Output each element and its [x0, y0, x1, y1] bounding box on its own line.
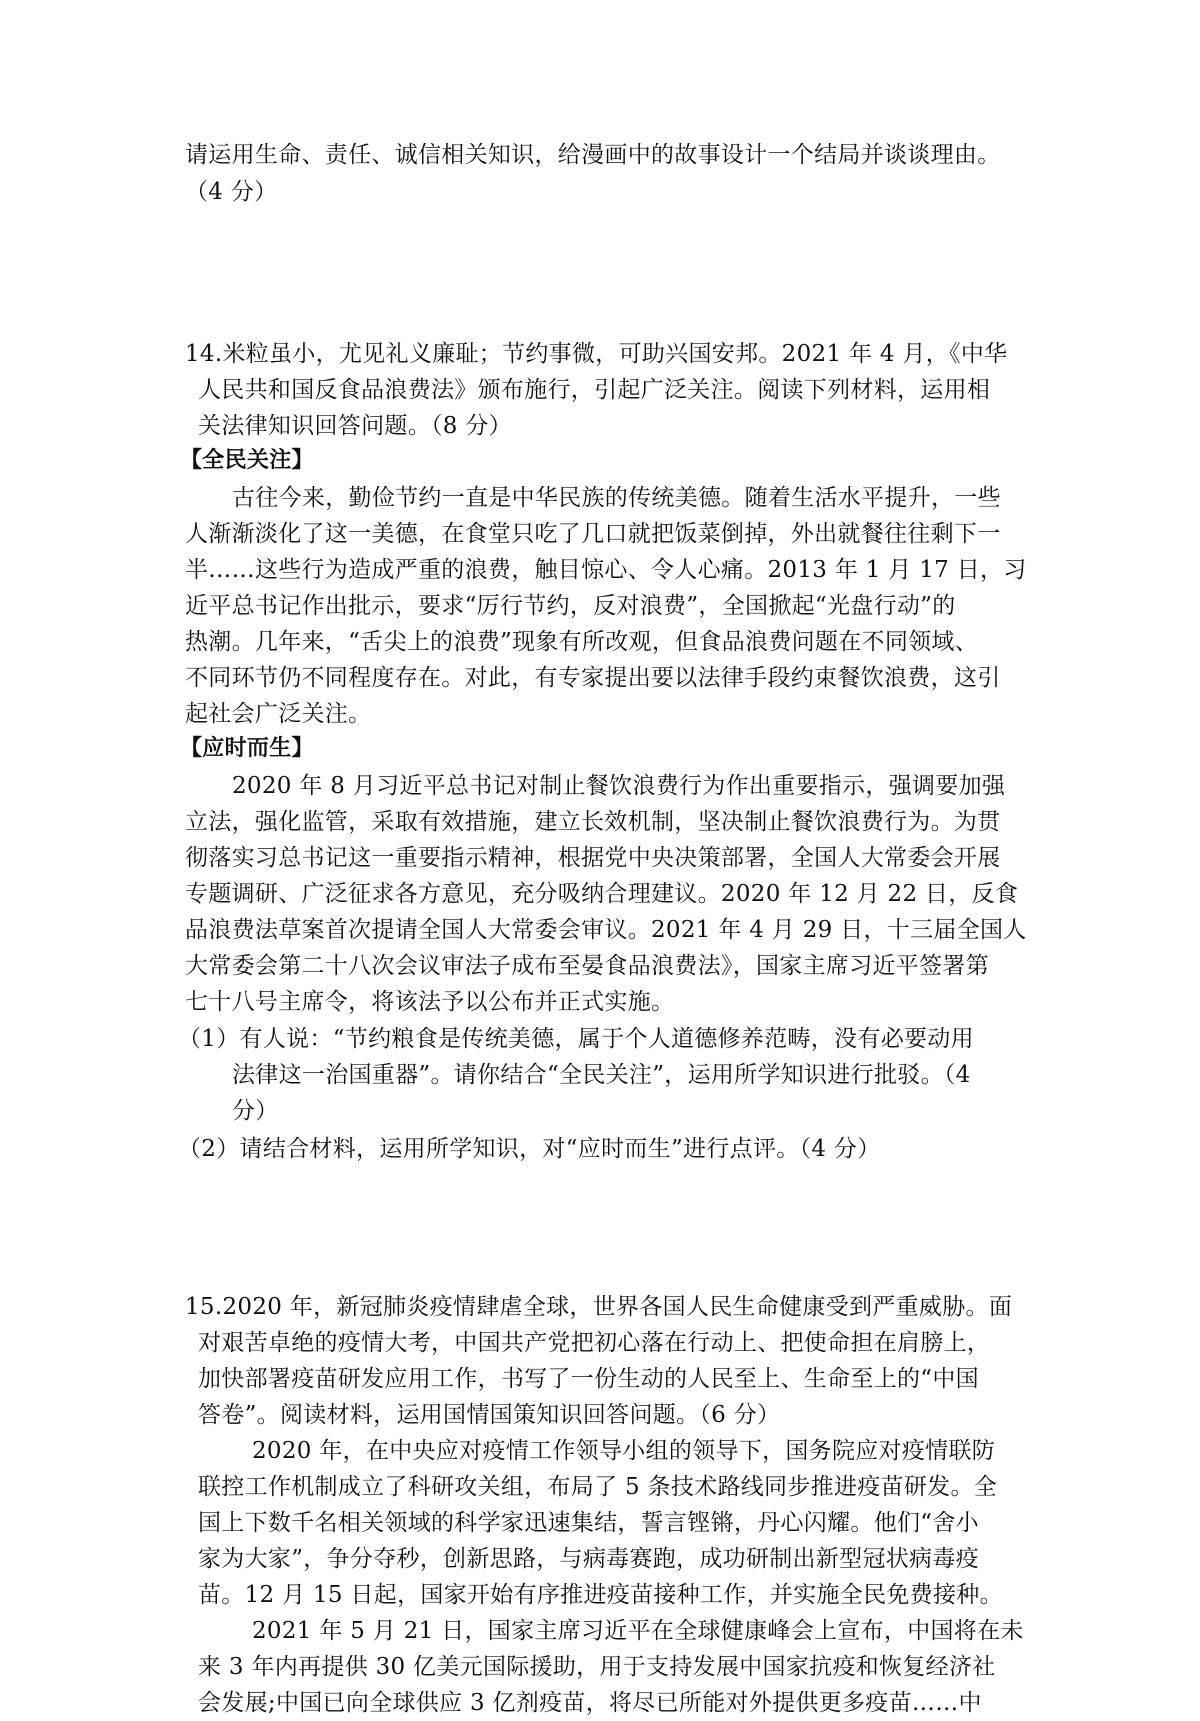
q15-para1-line: 联控工作机制成立了科研攻关组，布局了 5 条技术路线同步推进疫苗研发。全: [198, 1474, 998, 1500]
section2-line: 品浪费法草案首次提请全国人大常委会审议。2021 年 4 月 29 日，十三届全国人: [185, 917, 1027, 943]
q15-para2-line: 来 3 年内再提供 30 亿美元国际援助，用于支持发展中国家抗疫和恢复经济社: [198, 1654, 996, 1680]
q15-para1-line: 国上下数千名相关领域的科学家迅速集结，誓言铿锵，丹心闪耀。他们“舍小: [198, 1510, 979, 1536]
q15-para1-line: 2020 年，在中央应对疫情工作领导小组的领导下，国务院应对疫情联防: [252, 1438, 996, 1464]
section-title-quanmin: 【全民关注】: [180, 448, 314, 473]
section2-line: 立法，强化监管，采取有效措施，建立长效机制，坚决制止餐饮浪费行为。为贯: [185, 809, 1001, 835]
section1-line: 热潮。几年来，“舌尖上的浪费”现象有所改观，但食品浪费问题在不同领域、: [185, 629, 979, 655]
q14-stem-line: 14.米粒虽小，尤见礼义廉耻；节约事微，可助兴国安邦。2021 年 4 月，《中华: [185, 341, 1008, 367]
section1-line: 起社会广泛关注。: [185, 701, 372, 727]
q15-stem-line: 15.2020 年，新冠肺炎疫情肆虐全球，世界各国人民生命健康受到严重威胁。面: [185, 1294, 1013, 1320]
q14-sub2-line: （2）请结合材料，运用所学知识，对“应时而生”进行点评。（4 分）: [178, 1136, 881, 1162]
section1-line: 人渐渐淡化了这一美德，在食堂只吃了几口就把饭菜倒掉，外出就餐往往剩下一: [185, 521, 1001, 547]
prev-question-line: 请运用生命、责任、诚信相关知识，给漫画中的故事设计一个结局并谈谈理由。: [185, 142, 1001, 168]
section1-line: 古往今来，勤俭节约一直是中华民族的传统美德。随着生活水平提升，一些: [232, 485, 1001, 511]
section2-line: 专题调研、广泛征求各方意见，充分吸纳合理建议。2020 年 12 月 22 日，反食: [185, 881, 1019, 907]
q15-stem-line: 加快部署疫苗研发应用工作，书写了一份生动的人民至上、生命至上的“中国: [198, 1366, 979, 1392]
section2-line: 彻落实习总书记这一重要指示精神，根据党中央决策部署，全国人大常委会开展: [185, 845, 1001, 871]
q14-stem-line: 关法律知识回答问题。（8 分）: [198, 413, 512, 439]
section-title-yingshi: 【应时而生】: [180, 736, 314, 761]
q14-stem-line: 人民共和国反食品浪费法》颁布施行，引起广泛关注。阅读下列材料，运用相: [198, 377, 991, 403]
section1-line: 不同环节仍不同程度存在。对此，有专家提出要以法律手段约束餐饮浪费，这引: [185, 665, 1001, 691]
q15-para2-line: 会发展;中国已向全球供应 3 亿剂疫苗，将尽已所能对外提供更多疫苗……中: [198, 1690, 982, 1716]
section1-line: 近平总书记作出批示，要求“厉行节约，反对浪费”，全国掀起“光盘行动”的: [185, 593, 956, 619]
q15-para1-line: 苗。12 月 15 日起，国家开始有序推进疫苗接种工作，并实施全民免费接种。: [198, 1582, 1003, 1608]
section2-line: 大常委会第二十八次会议审法子成布至晏食品浪费法》，国家主席习近平签署第: [185, 953, 989, 979]
q15-stem-line: 对艰苦卓绝的疫情大考，中国共产党把初心落在行动上、把使命担在肩膀上，: [198, 1330, 991, 1356]
prev-question-score: （4 分）: [185, 179, 278, 205]
q14-sub1-line: （1）有人说：“节约粮食是传统美德，属于个人道德修养范畴，没有必要动用: [178, 1026, 974, 1052]
q15-para1-line: 家为大家”，争分夺秒，创新思路，与病毒赛跑，成功研制出新型冠状病毒疫: [198, 1546, 979, 1572]
q14-sub1-line: 法律这一治国重器”。请你结合“全民关注”，运用所学知识进行批驳。（4: [232, 1062, 971, 1088]
section2-line: 2020 年 8 月习近平总书记对制止餐饮浪费行为作出重要指示，强调要加强: [232, 773, 1006, 799]
q14-sub1-line: 分）: [232, 1098, 279, 1124]
q15-stem-line: 答卷”。阅读材料，运用国情国策知识回答问题。（6 分）: [198, 1402, 781, 1428]
section1-line: 半……这些行为造成严重的浪费，触目惊心、令人心痛。2013 年 1 月 17 日，习: [185, 557, 1027, 583]
q15-para2-line: 2021 年 5 月 21 日，国家主席习近平在全球健康峰会上宣布，中国将在未: [252, 1618, 1024, 1644]
section2-line: 七十八号主席令，将该法予以公布并正式实施。: [185, 989, 675, 1015]
